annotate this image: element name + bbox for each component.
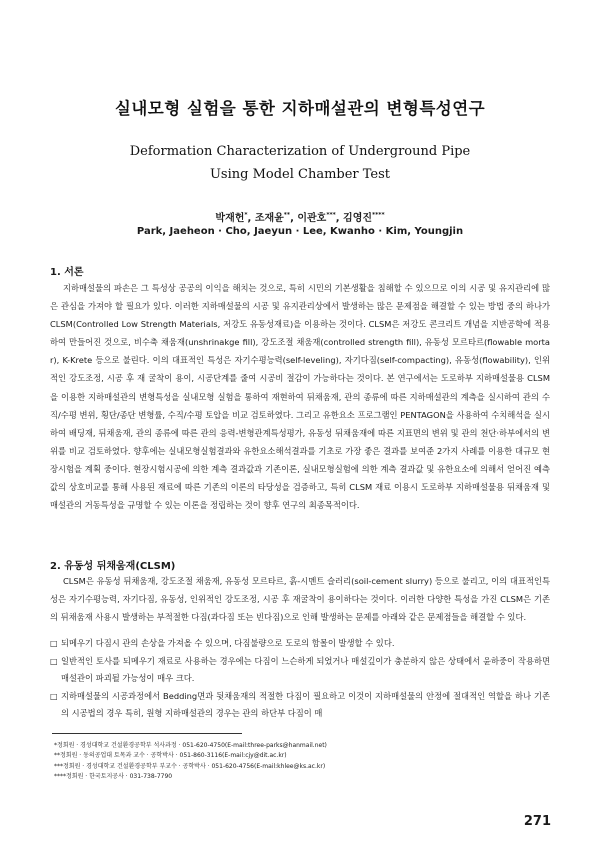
page-number: 271 (523, 814, 551, 829)
paper-title-english-line-1: Deformation Characterization of Underground Pipe (129, 144, 471, 159)
paper-title-english (0, 140, 600, 186)
checkbox-square-icon: □ (50, 691, 58, 701)
author-mark: *** (326, 211, 336, 219)
list-item (50, 653, 550, 688)
section-1-paragraph: 지하매설물의 파손은 그 특성상 공공의 이익을 해치는 것으로, 특히 시민의 기본생활을 침해할 수 있으므로 이의 시공 및 유지관리에 많은 관심을 가져야 할 필요가 있다. 이러한 지하매설물의 시공 및 유지관리상에서 발생하는 많은 문제점을 해결할 수 있는 방법 중의 하나가 CLSM(Controlled Low Strength Materials, 저강도 유동성재료)을 이용하는 것이다. CLSM은 저강도 콘크리트 개념을 지반공학에 적용하여 만들어진 것으로, 비수축 채움재(unshrinakge fill), 강도조절 채움재(controlled strength fill), 유동성 모르타르(flowable mortar), K-Krete 등으로 불린다. 이의 대표적인 특성은 자기수평능력(self-leveling), 자기다짐(self-compacting), 유동성(flowability), 인위적인 강도조정, 시공 후 재 굴착이 용이, 시공단계를 줄여 시공비 절감이 가능하다는 것이다. 본 연구에서는 도로하부 지하매설물용 CLSM을 이용한 지하매설관의 변형특성을 실내모형 실험을 통하여 재현하여 뒤채움재, 관의 종류에 따른 지하매설관의 계측을 실시하여 관의 수직/수평 변위, 횡단/종단 변형률, 수직/수평 토압을 비교 검토하였다. 그리고 유한요소 프로그램인 PENTAGON을 사용하여 수치해석을 실시하여 배딩재, 뒤채움재, 관의 종류에 따른 관의 응력-변형관계특성평가, 유동성 뒤채움재에 따른 지표면의 변위 및 관의 천단·하부에서의 변위를 비교 검토하였다. 향후에는 실내모형실험결과와 유한요소해석결과를 기초로 가장 좋은 결과를 보여준 2가지 사례를 이용한 대규모 현장시험을 계획 중이다. 현장시험시공에 의한 계측 결과값과 기존이론, 실내모형실험에 의한 계측 결과값 및 유한요소에 의해서 얻어진 예측값의 상호비교를 통해 사용된 재료에 따른 기존의 이론의 타당성을 검증하고, 특히 CLSM 재료 이용시 도로하부 지하매설물용 뒤채움재 및 매설관의 거동특성을 규명할 수 있는 이론을 정립하는 것이 향후 연구의 최종목적이다. (50, 283, 550, 511)
author-name: 이관호 (297, 213, 327, 224)
checkbox-square-icon: □ (50, 656, 58, 666)
list-item (50, 635, 550, 653)
footnotes (54, 741, 327, 782)
problem-list (50, 635, 550, 723)
list-item-text: 지하매설물의 시공과정에서 Bedding면과 뒷채움재의 적절한 다짐이 필요하고 이것이 지하매설물의 안정에 절대적인 역할을 하나 기존의 시공법의 경우 특히, 원형 지하매설관의 경우는 관의 하단부 다짐이 매 (61, 690, 550, 718)
section-2-paragraph: CLSM은 유동성 뒤채움재, 강도조절 채움재, 유동성 모르타르, 흙-시멘트 슬러리(soil-cement slurry) 등으로 불리고, 이의 대표적인특성은 자기수평능력, 자기다짐, 유동성, 인위적인 강도조정, 시공 후 재굴착이 용이하다는 것이다. 이러한 다양한 특성을 가진 CLSM은 기존의 뒤채움재 사용시 발생하는 부적절한 다짐(과다짐 또는 빈다짐)으로 인해 발생하는 문제를 아래와 같은 문제점들을 해결할 수 있다. (50, 576, 550, 623)
paper-title-korean: 실내모형 실험을 통한 지하매설관의 변형특성연구 (114, 99, 486, 118)
author-name: 박재헌 (215, 213, 245, 224)
list-item-text: 되메우기 다짐시 관의 손상을 가져올 수 있으며, 다짐불량으로 도로의 함몰이 발생할 수 있다. (61, 638, 395, 648)
author-mark: **** (372, 211, 385, 219)
list-item-text: 일반적인 토사를 되메우기 재료로 사용하는 경우에는 다짐이 느슨하게 되었거나 매설깊이가 충분하지 않은 상태에서 윤하중이 작용하면 매설관이 파괴될 가능성이 매우 크다. (61, 655, 550, 683)
author-mark: * (244, 211, 248, 219)
footnote: **정회원 · 동의공업대 토목과 교수 · 공학박사 · 051-860-3116(E-mail:cjy@dit.ac.kr) (54, 752, 287, 760)
author-name: 김영진 (343, 213, 373, 224)
footnote: ****정회원 · 한국토지공사 · 031-738-7790 (54, 772, 173, 780)
paper-title-english-line-2: Using Model Chamber Test (209, 167, 391, 182)
footnote: *정회원 · 경성대학교 건설환경공학부 석사과정 · 051-620-4750(E-mail:three-parks@hanmail.net) (54, 742, 327, 749)
section-1-heading: 1. 서론 (50, 267, 84, 278)
checkbox-square-icon: □ (50, 639, 58, 648)
author-mark: ** (283, 211, 291, 219)
authors-korean: 박재헌*, 조재윤**, 이관호***, 김영진**** (215, 211, 385, 224)
author-name: 조재윤 (254, 213, 284, 224)
authors-english: Park, Jaeheon · Cho, Jaeyun · Lee, Kwanho · Kim, Youngjin (136, 226, 464, 237)
footnote-divider (52, 733, 242, 734)
footnote: ***정회원 · 경성대학교 건설환경공학부 부교수 · 공학박사 · 051-620-4756(E-mail:khlee@ks.ac.kr) (54, 762, 326, 770)
section-2-heading: 2. 유동성 뒤채움재(CLSM) (50, 561, 176, 572)
list-item (50, 688, 550, 723)
